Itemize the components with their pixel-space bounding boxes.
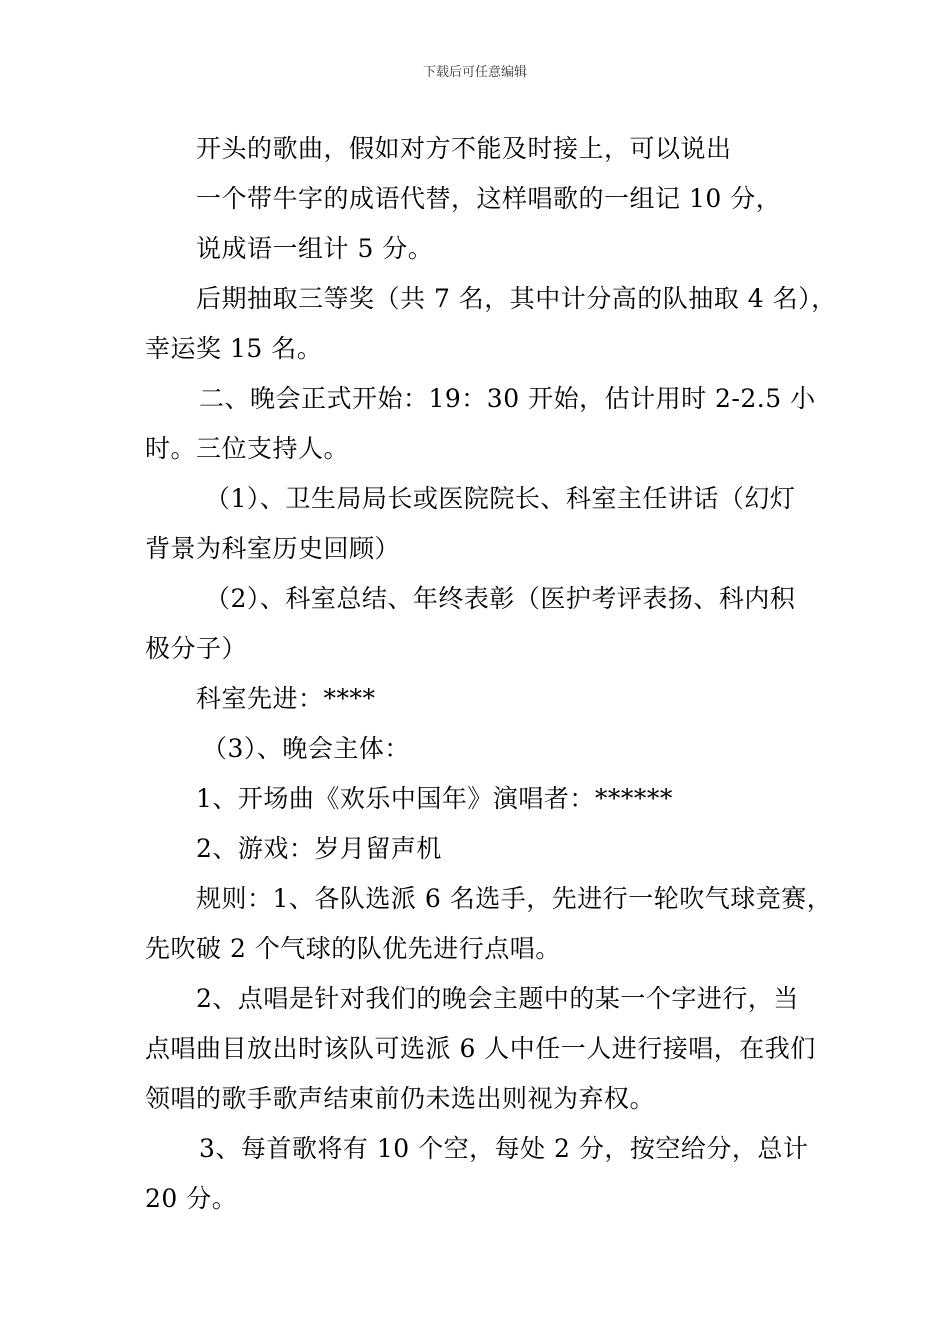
paragraph-line: 说成语一组计 5 分。: [196, 234, 434, 263]
paragraph-line: 20 分。: [145, 1184, 238, 1213]
paragraph-line: 开头的歌曲，假如对方不能及时接上，可以说出: [196, 134, 732, 163]
rule-line: 3、每首歌将有 10 个空，每处 2 分，按空给分，总计: [199, 1134, 809, 1163]
paragraph-line: 后期抽取三等奖（共 7 名，其中计分高的队抽取 4 名），: [196, 284, 837, 313]
paragraph-line: 一个带牛字的成语代替，这样唱歌的一组记 10 分，: [196, 184, 782, 213]
rule-line: 2、点唱是针对我们的晚会主题中的某一个字进行，当: [196, 984, 799, 1013]
paragraph-line: 幸运奖 15 名。: [145, 334, 323, 363]
paragraph-line: 时。三位支持人。: [145, 434, 350, 463]
section-heading: 二、晚会正式开始：19：30 开始，估计用时 2-2.5 小: [199, 384, 816, 413]
paragraph-line: 背景为科室历史回顾）: [145, 534, 401, 563]
list-item: 1、开场曲《欢乐中国年》演唱者：******: [196, 784, 673, 813]
paragraph-line: 领唱的歌手歌声结束前仍未选出则视为弃权。: [145, 1084, 656, 1113]
agenda-item: （3）、晚会主体：: [202, 734, 410, 763]
paragraph-line: 极分子）: [145, 634, 248, 663]
agenda-item: （1）、卫生局局长或医院院长、科室主任讲话（幻灯: [205, 484, 796, 513]
rule-line: 规则：1、各队选派 6 名选手，先进行一轮吹气球竞赛，: [196, 884, 833, 913]
page-header: 下载后可任意编辑: [422, 65, 527, 80]
list-item: 2、游戏：岁月留声机: [196, 834, 442, 863]
document-body: [145, 124, 837, 1224]
agenda-item: （2）、科室总结、年终表彰（医护考评表扬、科内积: [205, 584, 796, 613]
paragraph-line: 先吹破 2 个气球的队优先进行点唱。: [145, 934, 561, 963]
paragraph-line: 点唱曲目放出时该队可选派 6 人中任一人进行接唱，在我们: [145, 1034, 816, 1063]
paragraph-line: 科室先进：****: [196, 684, 376, 713]
